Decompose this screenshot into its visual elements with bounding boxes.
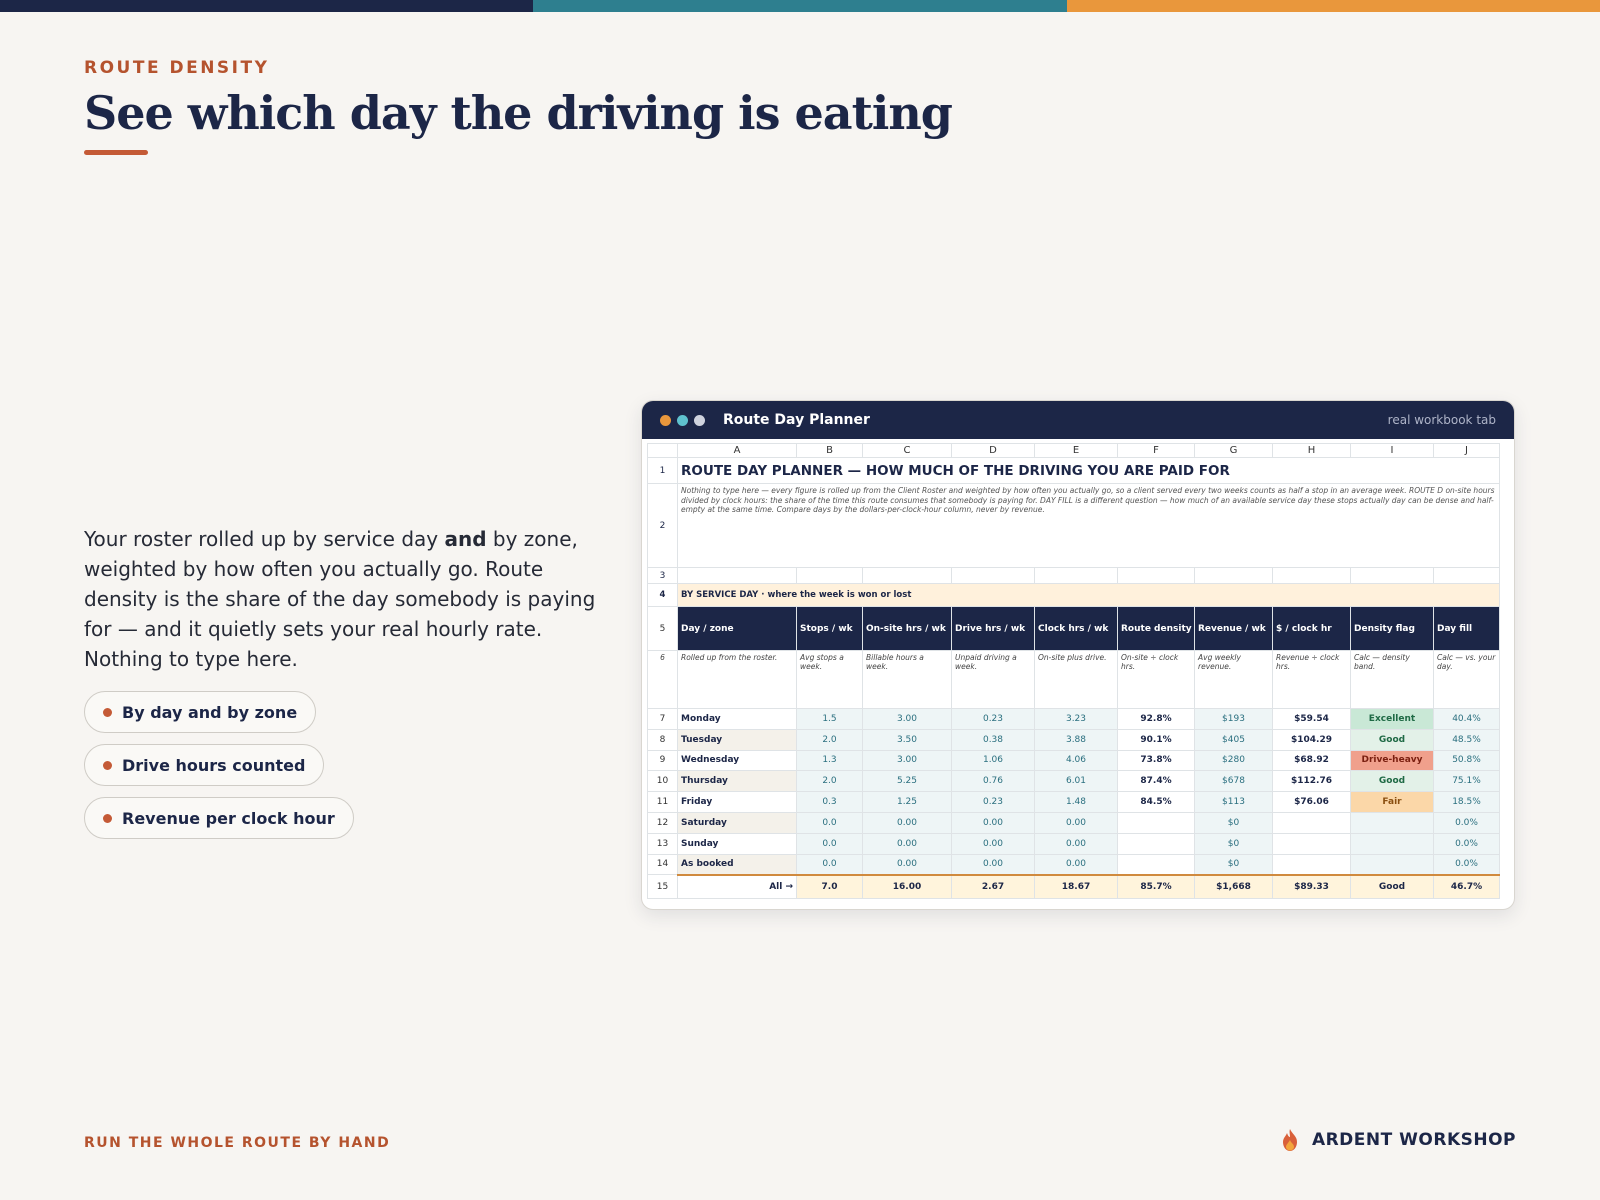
data-rows [648, 709, 1500, 875]
total-cell[interactable]: 2.67 [952, 875, 1035, 899]
spreadsheet [647, 443, 1511, 899]
revenue-cell[interactable]: $113 [1195, 792, 1273, 813]
row-number[interactable]: 6 [648, 651, 678, 709]
flag-cell[interactable]: Drive-heavy [1351, 750, 1434, 771]
onsite-cell[interactable]: 3.50 [863, 729, 952, 750]
cell[interactable] [952, 568, 1035, 584]
drive-cell[interactable]: 0.23 [952, 792, 1035, 813]
revenue-cell[interactable]: $678 [1195, 771, 1273, 792]
density-cell[interactable]: 92.8% [1118, 709, 1195, 730]
subheader-row [648, 651, 1500, 709]
stops-cell[interactable]: 2.0 [797, 771, 863, 792]
row-number[interactable]: 8 [648, 729, 678, 750]
subheader-cell[interactable]: Unpaid driving a week. [952, 651, 1035, 709]
revenue-cell[interactable]: $0 [1195, 854, 1273, 875]
workbook-window [641, 400, 1515, 910]
clock-cell[interactable]: 4.06 [1035, 750, 1118, 771]
sheet-note-cell[interactable]: Nothing to type here — every figure is rolled up from the Client Roster and weighted by how often you actually go, so a client served every two weeks counts as half a stop in an average week. ROUTE D on-site hours divided by clock hours: the share of the time this route consumes that somebody is paying for. DAY FILL is a different question — how much of an available service day these stops actually day can be dense and half-empty at the same time. Compare days by the dollars-per-clock-hour column, never by revenue. [678, 484, 1500, 568]
spreadsheet-grid [647, 443, 1500, 899]
density-cell[interactable] [1118, 833, 1195, 854]
flag-cell[interactable]: Good [1351, 729, 1434, 750]
day-label-cell[interactable]: Sunday [678, 833, 797, 854]
clock-cell[interactable]: 3.23 [1035, 709, 1118, 730]
revenue-cell[interactable]: $405 [1195, 729, 1273, 750]
subheader-cell[interactable]: Calc — density band. [1351, 651, 1434, 709]
rph-cell[interactable]: $112.76 [1273, 771, 1351, 792]
row-number[interactable]: 10 [648, 771, 678, 792]
accent-segment-orange [1067, 0, 1600, 12]
subheader-cell[interactable]: Avg weekly revenue. [1195, 651, 1273, 709]
density-cell[interactable] [1118, 812, 1195, 833]
feature-pill [84, 797, 354, 839]
sheet-row [648, 584, 1500, 607]
subheader-cell[interactable]: Revenue ÷ clock hrs. [1273, 651, 1351, 709]
total-label-cell[interactable]: All → [678, 875, 797, 899]
row-number[interactable]: 5 [648, 607, 678, 651]
flag-cell[interactable]: Excellent [1351, 709, 1434, 730]
accent-segment-teal [533, 0, 1066, 12]
row-number[interactable]: 7 [648, 709, 678, 730]
stops-cell[interactable]: 0.0 [797, 854, 863, 875]
day-label-cell[interactable]: Monday [678, 709, 797, 730]
header-cell[interactable]: Density flag [1351, 607, 1434, 651]
day-label-cell[interactable]: Tuesday [678, 729, 797, 750]
clock-cell[interactable]: 0.00 [1035, 854, 1118, 875]
day-label-cell[interactable]: As booked [678, 854, 797, 875]
drive-cell[interactable]: 0.38 [952, 729, 1035, 750]
row-number[interactable]: 2 [648, 484, 678, 568]
clock-cell[interactable]: 3.88 [1035, 729, 1118, 750]
stops-cell[interactable]: 2.0 [797, 729, 863, 750]
cell[interactable] [1118, 568, 1195, 584]
rph-cell[interactable] [1273, 833, 1351, 854]
flag-cell[interactable] [1351, 833, 1434, 854]
table-row [648, 792, 1500, 813]
onsite-cell[interactable]: 1.25 [863, 792, 952, 813]
window-dot-orange-icon [660, 415, 671, 426]
density-cell[interactable]: 84.5% [1118, 792, 1195, 813]
onsite-cell[interactable]: 0.00 [863, 812, 952, 833]
flag-cell[interactable] [1351, 812, 1434, 833]
drive-cell[interactable]: 0.00 [952, 833, 1035, 854]
cell[interactable] [863, 568, 952, 584]
bullet-dot-icon [103, 761, 112, 770]
column-header[interactable]: I [1351, 444, 1434, 458]
stops-cell[interactable]: 0.0 [797, 812, 863, 833]
column-header[interactable]: E [1035, 444, 1118, 458]
window-tag: real workbook tab [1387, 413, 1496, 427]
stops-cell[interactable]: 1.3 [797, 750, 863, 771]
row-number[interactable]: 1 [648, 458, 678, 484]
column-header[interactable]: J [1434, 444, 1500, 458]
clock-cell[interactable]: 0.00 [1035, 833, 1118, 854]
section-header-cell[interactable]: BY SERVICE DAY · where the week is won or lost [678, 584, 1500, 607]
feature-pill-label: Revenue per clock hour [122, 808, 335, 828]
table-row [648, 854, 1500, 875]
window-dot-teal-icon [677, 415, 688, 426]
day-label-cell[interactable]: Friday [678, 792, 797, 813]
column-header-row [648, 444, 1500, 458]
feature-pill [84, 691, 316, 733]
onsite-cell[interactable]: 3.00 [863, 750, 952, 771]
subheader-cell[interactable]: Rolled up from the roster. [678, 651, 797, 709]
rph-cell[interactable]: $68.92 [1273, 750, 1351, 771]
rph-cell[interactable]: $104.29 [1273, 729, 1351, 750]
table-row [648, 812, 1500, 833]
clock-cell[interactable]: 1.48 [1035, 792, 1118, 813]
stops-cell[interactable]: 0.0 [797, 833, 863, 854]
column-header[interactable]: B [797, 444, 863, 458]
bullet-dot-icon [103, 814, 112, 823]
header-cell[interactable]: On-site hrs / wk [863, 607, 952, 651]
drive-cell[interactable]: 1.06 [952, 750, 1035, 771]
fill-cell[interactable]: 18.5% [1434, 792, 1500, 813]
onsite-cell[interactable]: 5.25 [863, 771, 952, 792]
fill-cell[interactable]: 40.4% [1434, 709, 1500, 730]
footer-tagline: RUN THE WHOLE ROUTE BY HAND [84, 1135, 391, 1151]
onsite-cell[interactable]: 0.00 [863, 854, 952, 875]
fill-cell[interactable]: 75.1% [1434, 771, 1500, 792]
flag-cell[interactable]: Good [1351, 771, 1434, 792]
feature-pill-label: Drive hours counted [122, 755, 306, 775]
drive-cell[interactable]: 0.00 [952, 854, 1035, 875]
table-header-row [648, 607, 1500, 651]
day-label-cell[interactable]: Thursday [678, 771, 797, 792]
row-number[interactable]: 11 [648, 792, 678, 813]
onsite-cell[interactable]: 3.00 [863, 709, 952, 730]
body-copy-part: by zone, weighted by how often you actually go. Route density is the share of the day somebody is paying for — and it quietly sets your real hourly rate. Nothing to type here. [84, 527, 596, 671]
cell[interactable] [1434, 568, 1500, 584]
page-title: See which day the driving is eating [84, 86, 952, 140]
flame-logo-icon [1280, 1128, 1300, 1152]
total-cell[interactable]: $89.33 [1273, 875, 1351, 899]
footer-brand [1280, 1128, 1516, 1152]
table-row [648, 709, 1500, 730]
drive-cell[interactable]: 0.00 [952, 812, 1035, 833]
sheet-row [648, 458, 1500, 484]
feature-pill [84, 744, 324, 786]
column-header[interactable]: C [863, 444, 952, 458]
table-row [648, 750, 1500, 771]
row-number[interactable]: 4 [648, 584, 678, 607]
stops-cell[interactable]: 1.5 [797, 709, 863, 730]
revenue-cell[interactable]: $0 [1195, 833, 1273, 854]
fill-cell[interactable]: 0.0% [1434, 812, 1500, 833]
window-title: Route Day Planner [723, 412, 870, 428]
subheader-cell[interactable]: Calc — vs. your day. [1434, 651, 1500, 709]
total-cell[interactable]: 16.00 [863, 875, 952, 899]
header-cell[interactable]: Day / zone [678, 607, 797, 651]
total-cell[interactable]: 46.7% [1434, 875, 1500, 899]
header-cell[interactable]: $ / clock hr [1273, 607, 1351, 651]
revenue-cell[interactable]: $0 [1195, 812, 1273, 833]
top-accent-bar [0, 0, 1600, 12]
header-cell[interactable]: Route density [1118, 607, 1195, 651]
sheet-row [648, 484, 1500, 568]
drive-cell[interactable]: 0.76 [952, 771, 1035, 792]
row-number[interactable]: 14 [648, 854, 678, 875]
table-row [648, 771, 1500, 792]
eyebrow-label: ROUTE DENSITY [84, 58, 270, 78]
total-cell[interactable]: 85.7% [1118, 875, 1195, 899]
fill-cell[interactable]: 50.8% [1434, 750, 1500, 771]
onsite-cell[interactable]: 0.00 [863, 833, 952, 854]
revenue-cell[interactable]: $193 [1195, 709, 1273, 730]
body-copy-part: Your roster rolled up by service day [84, 527, 445, 551]
cell[interactable] [1273, 568, 1351, 584]
cell[interactable] [1195, 568, 1273, 584]
column-header[interactable]: D [952, 444, 1035, 458]
revenue-cell[interactable]: $280 [1195, 750, 1273, 771]
fill-cell[interactable]: 48.5% [1434, 729, 1500, 750]
body-copy [84, 524, 604, 674]
subheader-cell[interactable]: Billable hours a week. [863, 651, 952, 709]
footer-brand-name: ARDENT WORKSHOP [1311, 1130, 1516, 1150]
total-row [648, 875, 1500, 899]
sheet-row [648, 568, 1500, 584]
day-label-cell[interactable]: Saturday [678, 812, 797, 833]
fill-cell[interactable]: 0.0% [1434, 854, 1500, 875]
table-row [648, 833, 1500, 854]
feature-pills [84, 691, 544, 839]
density-cell[interactable] [1118, 854, 1195, 875]
rph-cell[interactable] [1273, 812, 1351, 833]
header-cell[interactable]: Day fill [1434, 607, 1500, 651]
flag-cell[interactable] [1351, 854, 1434, 875]
cell[interactable] [678, 568, 797, 584]
header-cell[interactable]: Revenue / wk [1195, 607, 1273, 651]
title-underline [84, 150, 148, 155]
subheader-cell[interactable]: Avg stops a week. [797, 651, 863, 709]
drive-cell[interactable]: 0.23 [952, 709, 1035, 730]
fill-cell[interactable]: 0.0% [1434, 833, 1500, 854]
header-cell[interactable]: Stops / wk [797, 607, 863, 651]
rph-cell[interactable]: $76.06 [1273, 792, 1351, 813]
total-cell[interactable]: 18.67 [1035, 875, 1118, 899]
day-label-cell[interactable]: Wednesday [678, 750, 797, 771]
density-cell[interactable]: 73.8% [1118, 750, 1195, 771]
column-header[interactable]: G [1195, 444, 1273, 458]
sheet-title-cell[interactable]: ROUTE DAY PLANNER — HOW MUCH OF THE DRIVING YOU ARE PAID FOR [678, 458, 1500, 484]
feature-pill-label: By day and by zone [122, 702, 298, 722]
total-cell[interactable]: Good [1351, 875, 1434, 899]
flag-cell[interactable]: Fair [1351, 792, 1434, 813]
rph-cell[interactable] [1273, 854, 1351, 875]
window-dot-grey-icon [694, 415, 705, 426]
window-titlebar [642, 401, 1514, 439]
bullet-dot-icon [103, 708, 112, 717]
cell[interactable] [1035, 568, 1118, 584]
corner-cell[interactable] [648, 444, 678, 458]
cell[interactable] [1351, 568, 1434, 584]
total-cell[interactable]: 7.0 [797, 875, 863, 899]
clock-cell[interactable]: 0.00 [1035, 812, 1118, 833]
header-cell[interactable]: Drive hrs / wk [952, 607, 1035, 651]
row-number[interactable]: 12 [648, 812, 678, 833]
header-cell[interactable]: Clock hrs / wk [1035, 607, 1118, 651]
rph-cell[interactable]: $59.54 [1273, 709, 1351, 730]
density-cell[interactable]: 90.1% [1118, 729, 1195, 750]
column-header[interactable]: A [678, 444, 797, 458]
cell[interactable] [797, 568, 863, 584]
accent-segment-navy [0, 0, 533, 12]
row-number[interactable]: 3 [648, 568, 678, 584]
table-row [648, 729, 1500, 750]
row-number[interactable]: 13 [648, 833, 678, 854]
row-number[interactable]: 9 [648, 750, 678, 771]
clock-cell[interactable]: 6.01 [1035, 771, 1118, 792]
row-number[interactable]: 15 [648, 875, 678, 899]
body-copy-emphasis: and [444, 527, 487, 551]
subheader-cell[interactable]: On-site ÷ clock hrs. [1118, 651, 1195, 709]
subheader-cell[interactable]: On-site plus drive. [1035, 651, 1118, 709]
total-cell[interactable]: $1,668 [1195, 875, 1273, 899]
stops-cell[interactable]: 0.3 [797, 792, 863, 813]
column-header[interactable]: F [1118, 444, 1195, 458]
column-header[interactable]: H [1273, 444, 1351, 458]
density-cell[interactable]: 87.4% [1118, 771, 1195, 792]
